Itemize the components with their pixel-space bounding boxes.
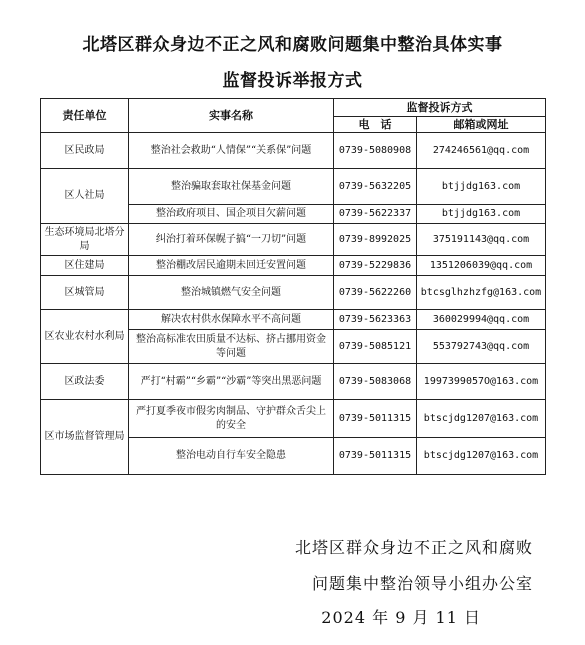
cell-phone: 0739-5632205	[334, 169, 417, 205]
cell-unit: 区市场监督管理局	[41, 400, 129, 475]
cell-phone: 0739-5622337	[334, 205, 417, 224]
cell-email: 360029994@qq.com	[417, 310, 546, 330]
cell-item: 严打夏季夜市假劣肉制品、守护群众舌尖上的安全	[129, 400, 334, 438]
cell-item: 整治政府项目、国企项目欠薪问题	[129, 205, 334, 224]
cell-email: 553792743@qq.com	[417, 330, 546, 364]
cell-email: btjjdg163.com	[417, 169, 546, 205]
cell-email: 1997399057O@163.com	[417, 364, 546, 400]
cell-phone: 0739-5085121	[334, 330, 417, 364]
cell-phone: 0739-5229836	[334, 256, 417, 276]
cell-item: 解决农村供水保障水平不高问题	[129, 310, 334, 330]
cell-phone: 0739-5083068	[334, 364, 417, 400]
table-row	[41, 400, 546, 438]
signature-date: 2024 年 9 月 11 日	[321, 608, 481, 627]
cell-unit: 区人社局	[41, 169, 129, 224]
cell-email: btscjdg1207@163.com	[417, 400, 546, 438]
cell-phone: 0739-5622260	[334, 276, 417, 310]
cell-email: 1351206039@qq.com	[417, 256, 546, 276]
header-unit: 责任单位	[41, 99, 129, 133]
cell-email: 274246561@qq.com	[417, 133, 546, 169]
table-row	[41, 310, 546, 330]
cell-unit: 区城管局	[41, 276, 129, 310]
cell-phone: 0739-5623363	[334, 310, 417, 330]
table-row	[41, 256, 546, 276]
table-row	[41, 224, 546, 256]
cell-phone: 0739-5080908	[334, 133, 417, 169]
cell-item: 纠治打着环保幌子搞“一刀切”问题	[129, 224, 334, 256]
document-title-line2: 监督投诉举报方式	[222, 71, 363, 91]
cell-unit: 生态环境局北塔分局	[41, 224, 129, 256]
table-row	[41, 364, 546, 400]
signature-line2: 问题集中整治领导小组办公室	[311, 574, 533, 593]
cell-email: btjjdg163.com	[417, 205, 546, 224]
cell-item: 整治电动自行车安全隐患	[129, 438, 334, 475]
cell-item: 严打“村霸”“乡霸”“沙霸”等突出黑恶问题	[129, 364, 334, 400]
cell-item: 整治骗取套取社保基金问题	[129, 169, 334, 205]
cell-item: 整治棚改居民逾期未回迁安置问题	[129, 256, 334, 276]
cell-unit: 区农业农村水利局	[41, 310, 129, 364]
cell-unit: 区住建局	[41, 256, 129, 276]
header-item: 实事名称	[129, 99, 334, 133]
header-email: 邮箱或网址	[417, 117, 546, 133]
header-contact: 监督投诉方式	[334, 99, 546, 117]
header-phone: 电 话	[334, 117, 417, 133]
signature-line1: 北塔区群众身边不正之风和腐败	[294, 538, 533, 557]
cell-phone: 0739-8992025	[334, 224, 417, 256]
table-row	[41, 133, 546, 169]
complaint-contact-table	[40, 98, 546, 475]
cell-item: 整治高标准农田质量不达标、挤占挪用资金等问题	[129, 330, 334, 364]
table-row	[41, 169, 546, 205]
table-row	[41, 276, 546, 310]
cell-email: btcsglhzhzfg@163.com	[417, 276, 546, 310]
cell-email: 375191143@qq.com	[417, 224, 546, 256]
cell-email: btscjdg1207@163.com	[417, 438, 546, 475]
cell-item: 整治社会救助“人情保”“关系保”问题	[129, 133, 334, 169]
document-title-line1: 北塔区群众身边不正之风和腐败问题集中整治具体实事	[82, 35, 503, 55]
cell-unit: 区政法委	[41, 364, 129, 400]
cell-item: 整治城镇燃气安全问题	[129, 276, 334, 310]
cell-phone: 0739-5011315	[334, 438, 417, 475]
cell-unit: 区民政局	[41, 133, 129, 169]
cell-phone: 0739-5011315	[334, 400, 417, 438]
